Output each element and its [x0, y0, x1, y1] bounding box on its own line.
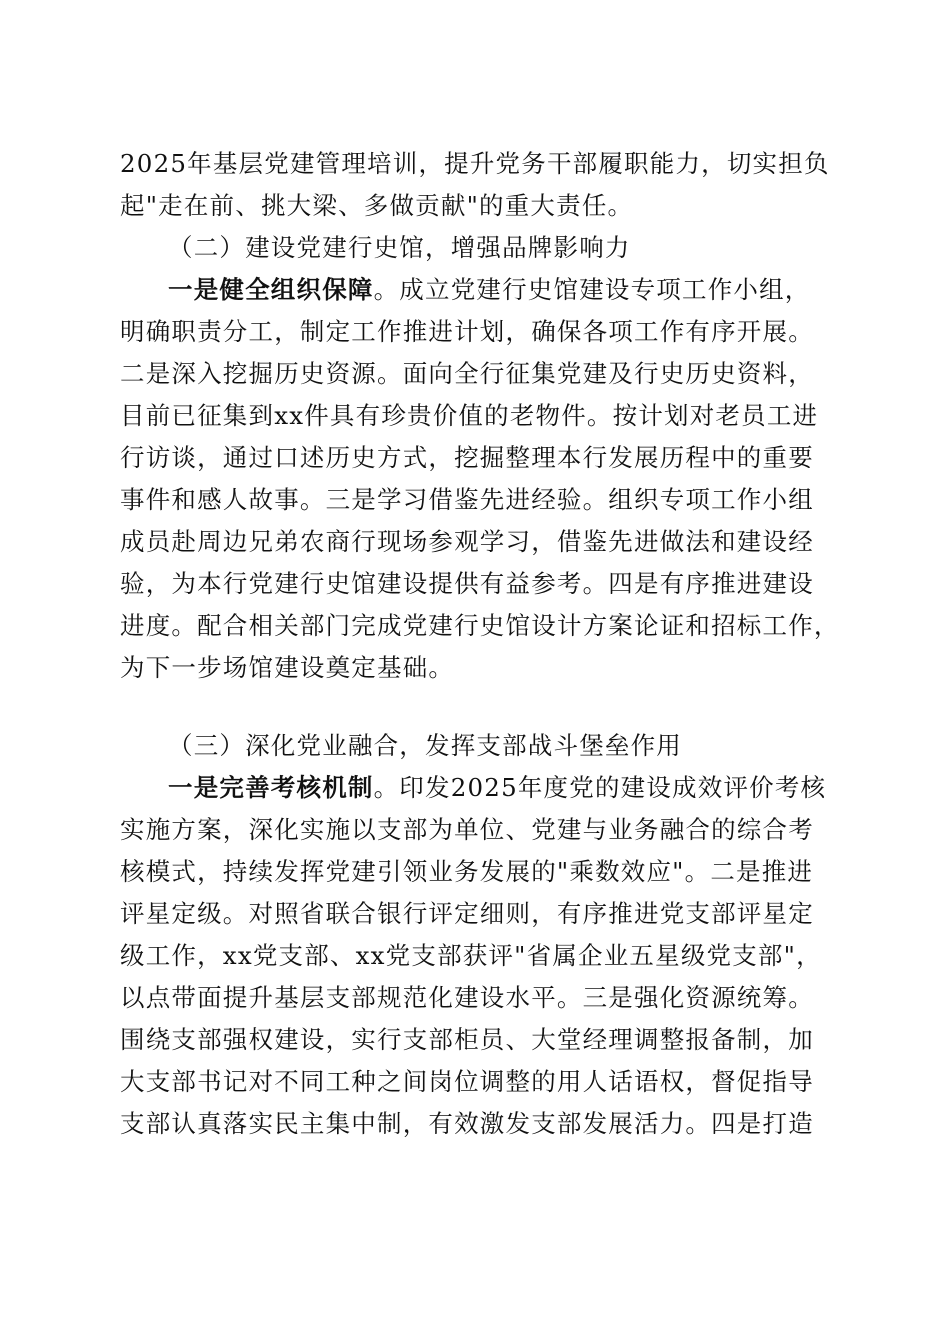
paragraph-lead: 一是健全组织保障 [168, 275, 374, 304]
text-line: 明确职责分工，制定工作推进计划，确保各项工作有序开展。 [120, 317, 814, 346]
text-line: 起"走在前、挑大梁、多做贡献"的重大责任。 [120, 191, 634, 220]
text-line [120, 269, 832, 311]
section-2-heading: （二）建设党建行史馆，增强品牌影响力 [168, 233, 631, 262]
section-2-heading-block [120, 227, 832, 269]
section-3-heading-block [120, 725, 832, 767]
text-line: 实施方案，深化实施以支部为单位、党建与业务融合的综合考 [120, 815, 814, 844]
paragraph-lead: 一是完善考核机制 [168, 773, 374, 802]
text-line: 二是深入挖掘历史资源。面向全行征集党建及行史历史资料， [120, 359, 814, 388]
text-line [120, 767, 832, 809]
section-3-paragraph [120, 767, 832, 1145]
text-line: 验，为本行党建行史馆建设提供有益参考。四是有序推进建设 [120, 569, 814, 598]
text-line: 以点带面提升基层支部规范化建设水平。三是强化资源统筹。 [120, 983, 814, 1012]
text-line: 事件和感人故事。三是学习借鉴先进经验。组织专项工作小组 [120, 485, 814, 514]
text-line: 2025年基层党建管理培训，提升党务干部履职能力，切实担负 [120, 149, 830, 178]
text-line: 行访谈，通过口述历史方式，挖掘整理本行发展历程中的重要 [120, 443, 814, 472]
text-line: 支部认真落实民主集中制，有效激发支部发展活力。四是打造 [120, 1109, 814, 1138]
paragraph-text: 。成立党建行史馆建设专项工作小组， [373, 275, 811, 304]
text-line: 进度。配合相关部门完成党建行史馆设计方案论证和招标工作， [120, 611, 840, 640]
text-line: 核模式，持续发挥党建引领业务发展的"乘数效应"。二是推进 [120, 857, 814, 886]
text-line: 大支部书记对不同工种之间岗位调整的用人话语权，督促指导 [120, 1067, 814, 1096]
text-line: 为下一步场馆建设奠定基础。 [120, 653, 455, 682]
text-line: 评星定级。对照省联合银行评定细则，有序推进党支部评星定 [120, 899, 814, 928]
text-line: 围绕支部强权建设，实行支部柜员、大堂经理调整报备制，加 [120, 1025, 814, 1054]
paragraph-text: 。印发2025年度党的建设成效评价考核 [373, 773, 827, 802]
continuation-paragraph [120, 143, 832, 227]
section-3-heading: （三）深化党业融合，发挥支部战斗堡垒作用 [168, 731, 682, 760]
section-2-paragraph [120, 269, 840, 689]
text-line: 目前已征集到xx件具有珍贵价值的老物件。按计划对老员工进 [120, 401, 819, 430]
text-line: 级工作，xx党支部、xx党支部获评"省属企业五星级党支部"， [120, 941, 822, 970]
text-line: 成员赴周边兄弟农商行现场参观学习，借鉴先进做法和建设经 [120, 527, 814, 556]
